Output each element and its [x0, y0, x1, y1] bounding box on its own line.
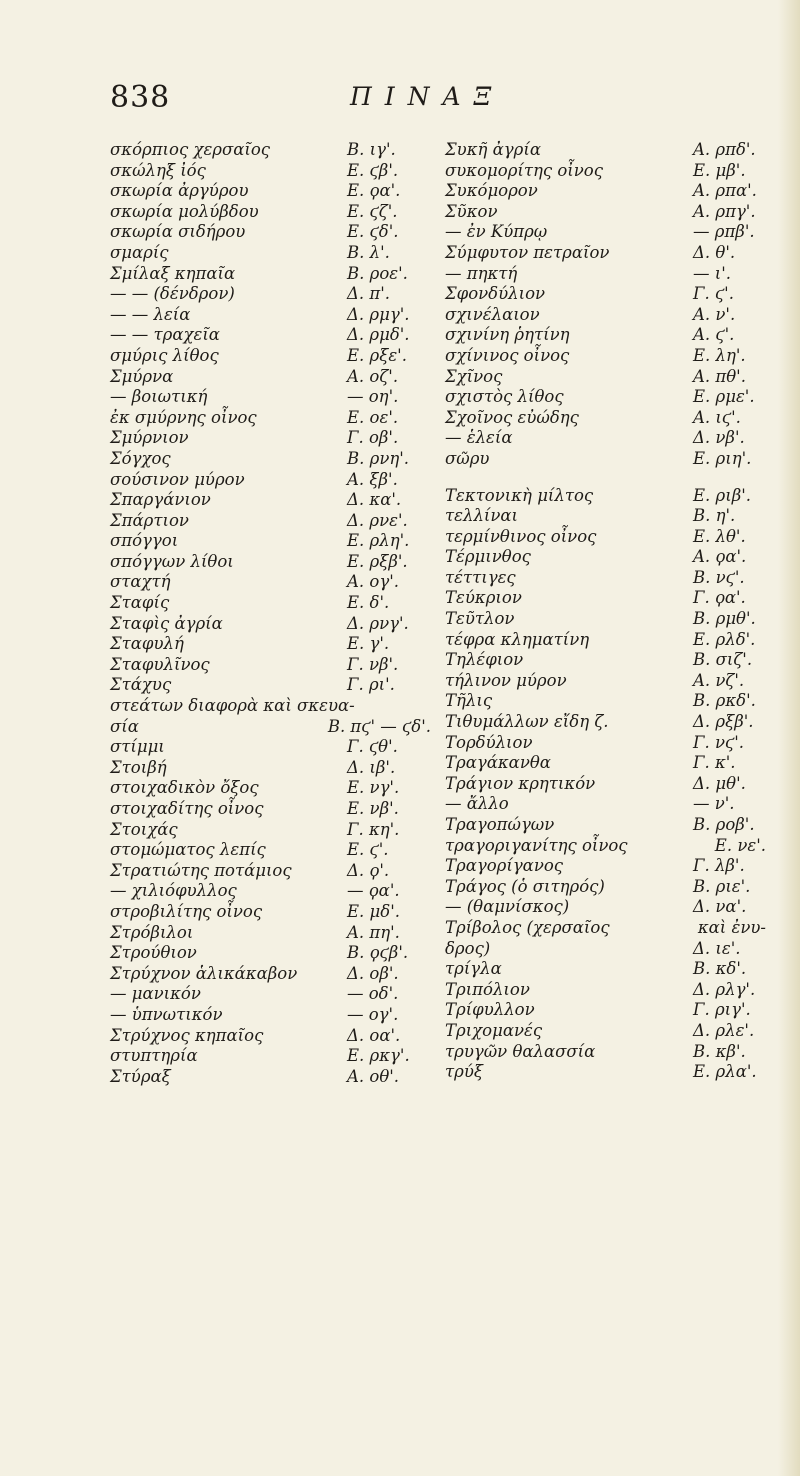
index-entry — [110, 675, 435, 696]
index-entry — [445, 1042, 770, 1063]
index-entry — [110, 881, 435, 902]
index-entry — [445, 1021, 770, 1042]
index-term: Τραγορίγανος — [445, 856, 564, 876]
index-entry — [110, 737, 435, 758]
index-reference: Α. ξβ'. — [347, 469, 398, 489]
index-entry — [110, 305, 435, 326]
index-entry — [110, 181, 435, 202]
index-term: Σπαργάνιον — [110, 490, 211, 510]
index-reference: Γ. κη'. — [347, 819, 400, 839]
index-term: Σφονδύλιον — [445, 284, 546, 304]
index-term: στομώματος λεπίς — [110, 840, 266, 860]
index-entry — [445, 1062, 770, 1083]
index-term: Τραγοπώγων — [445, 815, 555, 834]
index-term: — πηκτή — [445, 263, 518, 283]
index-term: συκομορίτης οἶνος — [445, 160, 603, 180]
index-reference: Γ. ϛθ'. — [347, 737, 398, 757]
index-entry — [445, 650, 770, 671]
index-term: Τρίβολος (χερσαῖος — [445, 917, 610, 937]
index-entry — [445, 630, 770, 651]
index-reference: Δ. μθ'. — [693, 773, 746, 793]
index-term: στοιχαδίτης οἶνος — [110, 799, 264, 818]
index-entry — [110, 572, 435, 593]
index-reference: Α. νζ'. — [693, 670, 745, 690]
index-reference: Γ. ρι'. — [347, 675, 395, 695]
index-term: τρύξ — [445, 1062, 483, 1082]
index-entry — [110, 470, 435, 491]
index-reference: Β. ροβ'. — [693, 815, 755, 834]
index-entry — [110, 428, 435, 449]
index-entry — [110, 696, 435, 717]
index-reference: Β. κδ'. — [693, 959, 747, 979]
index-term: σπόγγοι — [110, 531, 179, 551]
index-entry — [110, 1067, 435, 1088]
index-reference: Ε. ρμε'. — [693, 387, 755, 407]
index-entry — [110, 964, 435, 985]
index-entry — [110, 531, 435, 552]
index-entry — [445, 671, 770, 692]
index-reference: Δ. π'. — [347, 284, 391, 304]
index-reference: Δ. ρλγ'. — [693, 979, 756, 999]
index-reference: Ε. νβ'. — [347, 799, 399, 818]
index-term: Σῦκον — [445, 201, 498, 221]
index-entry — [445, 408, 770, 429]
index-entry — [110, 284, 435, 305]
index-entry — [445, 284, 770, 305]
index-term: Τέρμινθος — [445, 547, 531, 567]
index-entry — [110, 264, 435, 285]
index-term: στοιχαδικὸν ὄξος — [110, 778, 259, 798]
index-reference: Ε. ϛδ'. — [347, 222, 399, 242]
index-entry — [445, 527, 770, 548]
index-term: Τιθυμάλλων εἴδη ζ. — [445, 712, 609, 732]
index-term: σκωρία ἀργύρου — [110, 181, 249, 201]
index-entry — [110, 222, 435, 243]
index-term: — — (δένδρον) — [110, 284, 235, 304]
index-entry — [445, 346, 770, 367]
index-entry — [445, 325, 770, 346]
index-entry — [445, 305, 770, 326]
index-reference: Β. κβ'. — [693, 1041, 746, 1061]
index-reference: Ε. λθ'. — [693, 526, 746, 546]
index-reference: — ρπβ'. — [693, 222, 755, 242]
index-entry — [110, 799, 435, 820]
index-reference: Β. ρνη'. — [347, 448, 410, 468]
index-term: Στοιβή — [110, 757, 167, 777]
index-term: Τηλέφιον — [445, 650, 524, 670]
index-term: — χιλιόφυλλος — [110, 881, 237, 901]
index-reference: Δ. να'. — [693, 897, 747, 917]
index-reference: Δ. οβ'. — [347, 963, 399, 983]
index-term: τραγοριγανίτης οἶνος — [445, 835, 628, 855]
index-entry — [445, 387, 770, 408]
index-entry — [445, 588, 770, 609]
index-reference: Ε. λη'. — [693, 345, 746, 365]
index-reference: Ε. ϛζ'. — [347, 201, 398, 221]
index-entry — [445, 202, 770, 223]
index-reference: Α. ιϛ'. — [693, 407, 741, 427]
index-term: Στρύχνος κηπαῖος — [110, 1025, 264, 1045]
index-term: Συκῆ ἀγρία — [445, 140, 541, 159]
index-reference: — ν'. — [693, 794, 735, 814]
index-term: Σμύρνιον — [110, 428, 189, 448]
index-reference: Γ. ϛ'. — [693, 284, 734, 304]
index-entry — [445, 140, 770, 161]
index-entry — [445, 959, 770, 980]
page-number: 838 — [110, 80, 171, 115]
index-entry — [445, 243, 770, 264]
index-reference: Β. ροε'. — [347, 263, 408, 283]
index-term: δρος) — [445, 938, 491, 958]
index-reference: Δ. ρμγ'. — [347, 304, 410, 324]
index-entry — [445, 733, 770, 754]
index-entry — [110, 161, 435, 182]
index-term: σία — [110, 716, 139, 736]
index-reference: Δ. νβ'. — [693, 428, 745, 448]
index-reference: Ε. νε'. — [714, 835, 766, 855]
index-entry — [445, 547, 770, 568]
index-term: — — λεία — [110, 304, 191, 324]
index-entry — [445, 367, 770, 388]
index-reference: Γ. νϛ'. — [693, 732, 744, 752]
index-entry — [445, 428, 770, 449]
index-entry — [110, 449, 435, 470]
index-entry — [445, 486, 770, 507]
index-reference: Α. οζ'. — [347, 366, 399, 386]
index-entry — [445, 712, 770, 733]
index-reference: Β. ριε'. — [693, 876, 751, 896]
page-edge-shadow — [778, 0, 800, 1476]
index-term: σπόγγων λίθοι — [110, 551, 234, 571]
index-term: σχιστὸς λίθος — [445, 387, 564, 407]
index-reference: Ε. ϛ'. — [347, 840, 389, 860]
index-term: ἐκ σμύρνης οἶνος — [110, 407, 257, 427]
index-reference: Γ. ριγ'. — [693, 1000, 751, 1020]
index-term: Τορδύλιον — [445, 732, 533, 752]
index-term: Σταφυλῖνος — [110, 654, 210, 674]
index-term: Τριχομανές — [445, 1020, 543, 1040]
index-entry — [445, 506, 770, 527]
index-entry — [110, 1046, 435, 1067]
index-term: σούσινον μύρον — [110, 469, 245, 489]
index-column-right — [445, 140, 770, 1083]
index-term: Σόγχος — [110, 448, 171, 468]
index-reference: Γ. λβ'. — [693, 856, 745, 876]
index-reference: — οδ'. — [347, 984, 399, 1004]
index-entry — [110, 325, 435, 346]
index-entry — [110, 923, 435, 944]
index-term: Σχοῖνος εὐώδης — [445, 407, 579, 427]
index-entry — [445, 609, 770, 630]
index-entry — [110, 387, 435, 408]
index-term: Τραγάκανθα — [445, 753, 551, 773]
index-entry — [445, 753, 770, 774]
index-reference: Δ. ιε'. — [693, 938, 741, 958]
index-reference: — ογ'. — [347, 1004, 399, 1024]
index-term: Σχῖνος — [445, 366, 503, 386]
index-entry — [445, 980, 770, 1001]
index-term: Συκόμορον — [445, 181, 538, 201]
index-entry — [110, 655, 435, 676]
index-term: Τεῦτλον — [445, 609, 515, 629]
index-term: σκώληξ ἰός — [110, 160, 206, 180]
index-reference: Α. ρπδ'. — [693, 140, 756, 159]
index-reference: Ε. νγ'. — [347, 778, 400, 798]
index-entry — [110, 490, 435, 511]
index-term: Σταφίς — [110, 593, 170, 613]
index-term: — μανικόν — [110, 984, 201, 1004]
index-term: Στύραξ — [110, 1066, 171, 1086]
index-reference: Ε. ϙα'. — [347, 181, 401, 201]
index-entry — [445, 918, 770, 939]
index-reference: Α. ογ'. — [347, 572, 399, 592]
index-reference: Γ. νβ'. — [347, 654, 399, 674]
index-term: Τεκτονικὴ μίλτος — [445, 485, 594, 505]
index-reference: Β. νϛ'. — [693, 567, 745, 587]
running-title: ΠΙΝΑΞ — [350, 82, 505, 111]
index-reference: Α. ν'. — [693, 304, 736, 324]
index-term: Σμίλαξ κηπαῖα — [110, 263, 236, 283]
index-term: Τεύκριον — [445, 588, 522, 608]
index-reference: — οη'. — [347, 387, 399, 407]
index-reference: Β. ρμθ'. — [693, 609, 756, 629]
index-reference: Ε. ρλδ'. — [693, 629, 756, 649]
index-term: σχίνινος οἶνος — [445, 345, 570, 365]
index-term: — ὑπνωτικόν — [110, 1004, 223, 1024]
index-reference: Α. πη'. — [347, 922, 400, 942]
index-reference: Ε. ρξβ'. — [347, 551, 408, 571]
index-reference: Β. ιγ'. — [347, 140, 396, 159]
index-entry — [110, 1026, 435, 1047]
index-entry — [110, 614, 435, 635]
index-entry — [110, 861, 435, 882]
index-entry — [110, 346, 435, 367]
index-entry — [110, 758, 435, 779]
index-entry — [445, 449, 770, 470]
index-term: τέφρα κληματίνη — [445, 629, 590, 649]
index-entry — [445, 161, 770, 182]
index-reference: Β. πϛ' — ϛδ'. — [327, 716, 431, 736]
index-reference: Γ. ϙα'. — [693, 588, 746, 608]
index-entry — [110, 202, 435, 223]
index-reference: Ε. ριη'. — [693, 448, 752, 468]
index-reference: Δ. ϙ'. — [347, 860, 390, 880]
index-entry — [445, 774, 770, 795]
index-reference: Α. ϙα'. — [693, 547, 747, 567]
index-reference: Β. η'. — [693, 506, 736, 526]
index-reference: Δ. ρξβ'. — [693, 712, 754, 732]
index-term: τερμίνθινος οἶνος — [445, 526, 597, 546]
index-entry — [110, 367, 435, 388]
index-entry — [445, 181, 770, 202]
index-reference: Ε. ρξε'. — [347, 345, 407, 365]
index-term: σχινίνη ῥητίνη — [445, 325, 570, 345]
index-term: σμαρίς — [110, 242, 169, 262]
index-reference: Ε. δ'. — [347, 593, 390, 613]
index-term: σῶρυ — [445, 448, 490, 468]
index-term: Τῆλις — [445, 691, 493, 711]
index-reference: Δ. θ'. — [693, 242, 736, 262]
index-reference: Ε. ριβ'. — [693, 485, 752, 505]
index-term: σμύρις λίθος — [110, 345, 219, 365]
index-entry — [445, 897, 770, 918]
index-term: σκόρπιος χερσαῖος — [110, 140, 271, 159]
index-reference: Δ. ιβ'. — [347, 757, 396, 777]
index-term: Στρύχνον ἁλικάκαβον — [110, 963, 298, 983]
index-term: Σπάρτιον — [110, 510, 189, 530]
index-entry — [110, 820, 435, 841]
index-entry — [445, 264, 770, 285]
index-reference: Δ. ρνε'. — [347, 510, 408, 530]
index-entry — [110, 1005, 435, 1026]
index-reference: Δ. ρμδ'. — [347, 325, 410, 345]
index-term: στυπτηρία — [110, 1046, 198, 1066]
index-entry — [445, 794, 770, 815]
index-term: Σύμφυτον πετραῖον — [445, 242, 610, 262]
index-term: στίμμι — [110, 737, 165, 757]
index-term: Τράγος (ὁ σιτηρός) — [445, 876, 605, 896]
index-reference: Β. ρκδ'. — [693, 691, 756, 711]
index-term: Στάχυς — [110, 675, 172, 695]
index-term: στεάτων διαφορὰ καὶ σκευα- — [110, 696, 355, 716]
index-reference: Α. ρπγ'. — [693, 201, 756, 221]
index-reference: Γ. οβ'. — [347, 428, 399, 448]
index-reference: Β. ϙϛβ'. — [347, 943, 409, 963]
index-term: Σμύρνα — [110, 366, 174, 386]
index-reference: — ι'. — [693, 263, 731, 283]
index-reference: Δ. οα'. — [347, 1025, 401, 1045]
index-entry — [110, 593, 435, 614]
index-entry — [445, 568, 770, 589]
index-entry — [110, 778, 435, 799]
index-reference: Ε. ϛβ'. — [347, 160, 399, 180]
index-reference: Β. σιζ'. — [693, 650, 753, 670]
index-term: Στοιχάς — [110, 819, 178, 839]
index-term: σκωρία σιδήρου — [110, 222, 246, 242]
index-term: στροβιλίτης οἶνος — [110, 901, 263, 921]
index-term: τρίγλα — [445, 959, 502, 979]
index-term: Τριπόλιον — [445, 979, 530, 999]
index-term: — ἑλεία — [445, 428, 513, 448]
index-term: Στρόβιλοι — [110, 922, 194, 942]
index-reference: Ε. ρλη'. — [347, 531, 410, 551]
index-reference: Α. ϛ'. — [693, 325, 735, 345]
index-reference: — ϙα'. — [347, 881, 400, 901]
index-entry — [110, 717, 435, 738]
index-reference: καὶ ἐνυ- — [697, 917, 766, 937]
index-term: — ἄλλο — [445, 794, 509, 814]
index-entry — [110, 552, 435, 573]
index-term: — — τραχεῖα — [110, 325, 220, 345]
page-header — [110, 80, 720, 120]
index-entry — [110, 634, 435, 655]
index-entry — [445, 939, 770, 960]
index-term: Τράγιον κρητικόν — [445, 773, 596, 793]
index-term: — βοιωτική — [110, 387, 208, 407]
index-term: — ἐν Κύπρῳ — [445, 222, 548, 242]
index-term: — (θαμνίσκος) — [445, 897, 570, 917]
index-term: Σταφὶς ἀγρία — [110, 613, 223, 633]
index-reference: Δ. ρλε'. — [693, 1020, 755, 1040]
index-entry — [110, 984, 435, 1005]
index-reference: Ε. μδ'. — [347, 901, 400, 921]
index-term: τήλινον μύρον — [445, 670, 567, 690]
index-entry — [110, 511, 435, 532]
index-entry — [445, 836, 770, 857]
index-column-left — [110, 140, 435, 1087]
index-reference: Γ. κ'. — [693, 753, 736, 773]
index-reference: Β. λ'. — [347, 242, 390, 262]
index-term: σταχτή — [110, 572, 171, 592]
index-reference: Α. οθ'. — [347, 1066, 400, 1086]
index-reference: Ε. μβ'. — [693, 160, 746, 180]
index-term: τρυγῶν θαλασσία — [445, 1041, 596, 1061]
index-entry — [110, 140, 435, 161]
index-entry — [445, 691, 770, 712]
index-entry — [110, 840, 435, 861]
index-entry — [110, 902, 435, 923]
index-entry — [110, 243, 435, 264]
index-reference: Δ. ρνγ'. — [347, 613, 409, 633]
index-term: Τρίφυλλον — [445, 1000, 535, 1020]
index-entry — [445, 1000, 770, 1021]
index-term: σχινέλαιον — [445, 304, 540, 324]
index-reference: Δ. κα'. — [347, 490, 402, 510]
index-reference: Α. ρπα'. — [693, 181, 757, 201]
index-entry — [445, 856, 770, 877]
index-reference: Α. πθ'. — [693, 366, 746, 386]
index-reference: Ε. γ'. — [347, 634, 390, 654]
index-term: σκωρία μολύβδου — [110, 201, 259, 221]
index-entry — [445, 815, 770, 836]
index-term: Στρούθιον — [110, 943, 197, 963]
index-entry — [110, 943, 435, 964]
index-reference: Ε. οε'. — [347, 407, 399, 427]
index-entry — [110, 408, 435, 429]
index-term: Στρατιώτης ποτάμιος — [110, 860, 292, 880]
index-term: τελλίναι — [445, 506, 519, 526]
index-reference: Ε. ρλα'. — [693, 1062, 757, 1082]
index-entry — [445, 877, 770, 898]
index-reference: Ε. ρκγ'. — [347, 1046, 410, 1066]
index-entry — [445, 222, 770, 243]
index-term: Σταφυλή — [110, 634, 184, 654]
index-term: τέττιγες — [445, 567, 516, 587]
